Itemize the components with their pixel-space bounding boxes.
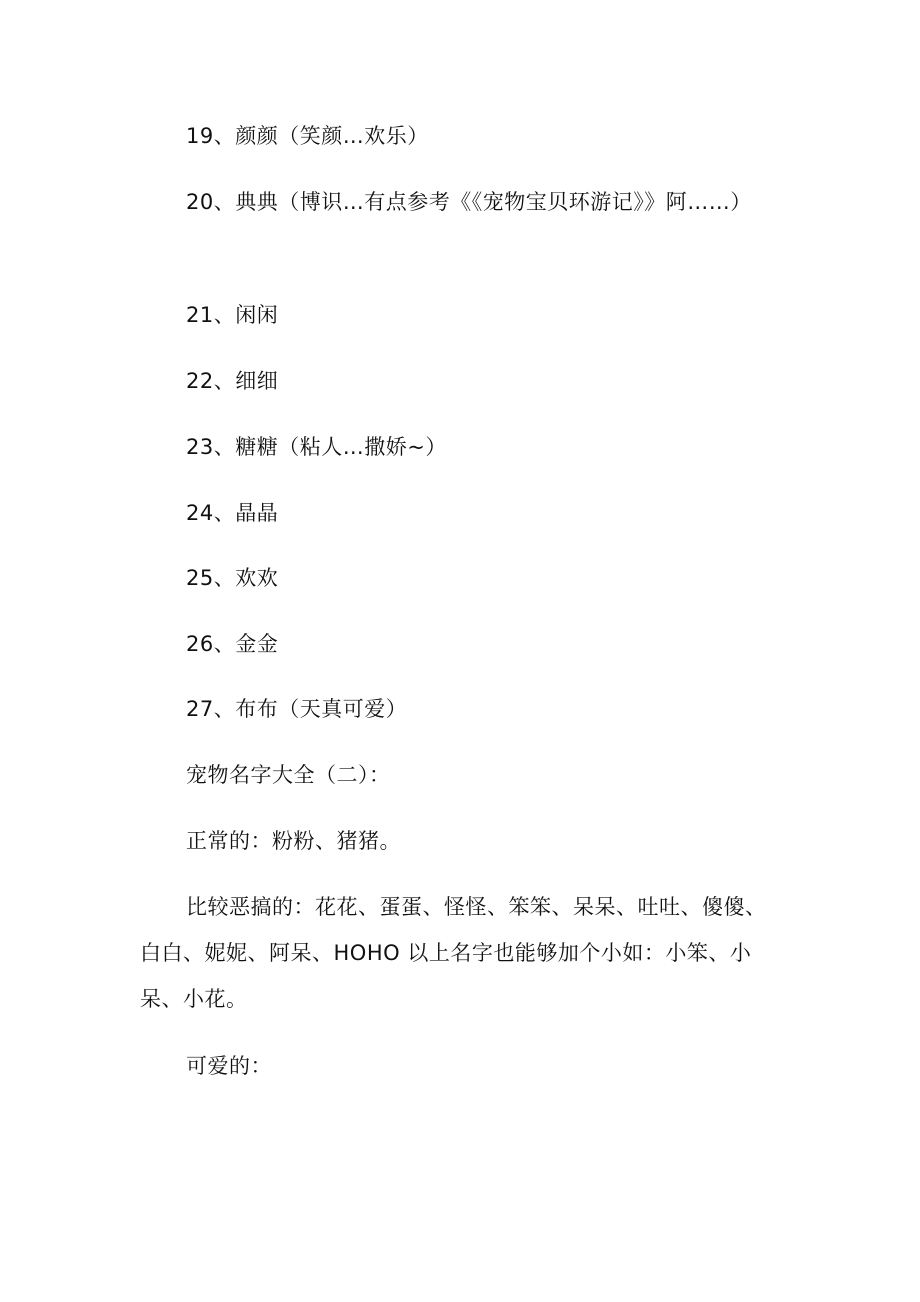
normal-names-paragraph: 正常的：粉粉、猪猪。 [186, 829, 401, 853]
list-item-25: 25、欢欢 [186, 566, 279, 590]
list-item-27: 27、布布（天真可爱） [186, 697, 408, 721]
cute-names-heading: 可爱的： [186, 1054, 272, 1078]
list-item-21: 21、闲闲 [186, 303, 279, 327]
list-item-24: 24、晶晶 [186, 501, 279, 525]
funny-names-paragraph: 比较恶搞的：花花、蛋蛋、怪怪、笨笨、呆呆、吐吐、傻傻、白白、妮妮、阿呆、HOHO 以上名字也能够加个小如：小笨、小呆、小花。 [140, 895, 767, 1011]
list-item-26: 26、金金 [186, 632, 279, 656]
list-item-22: 22、细细 [186, 369, 279, 393]
list-item-19: 19、颜颜（笑颜…欢乐） [186, 124, 429, 148]
list-item-23: 23、糖糖（粘人…撒娇~） [186, 435, 447, 459]
list-item-20: 20、典典（博识…有点参考《《宠物宝贝环游记》》阿……） [186, 190, 752, 214]
section-heading: 宠物名字大全（二）： [186, 763, 391, 787]
